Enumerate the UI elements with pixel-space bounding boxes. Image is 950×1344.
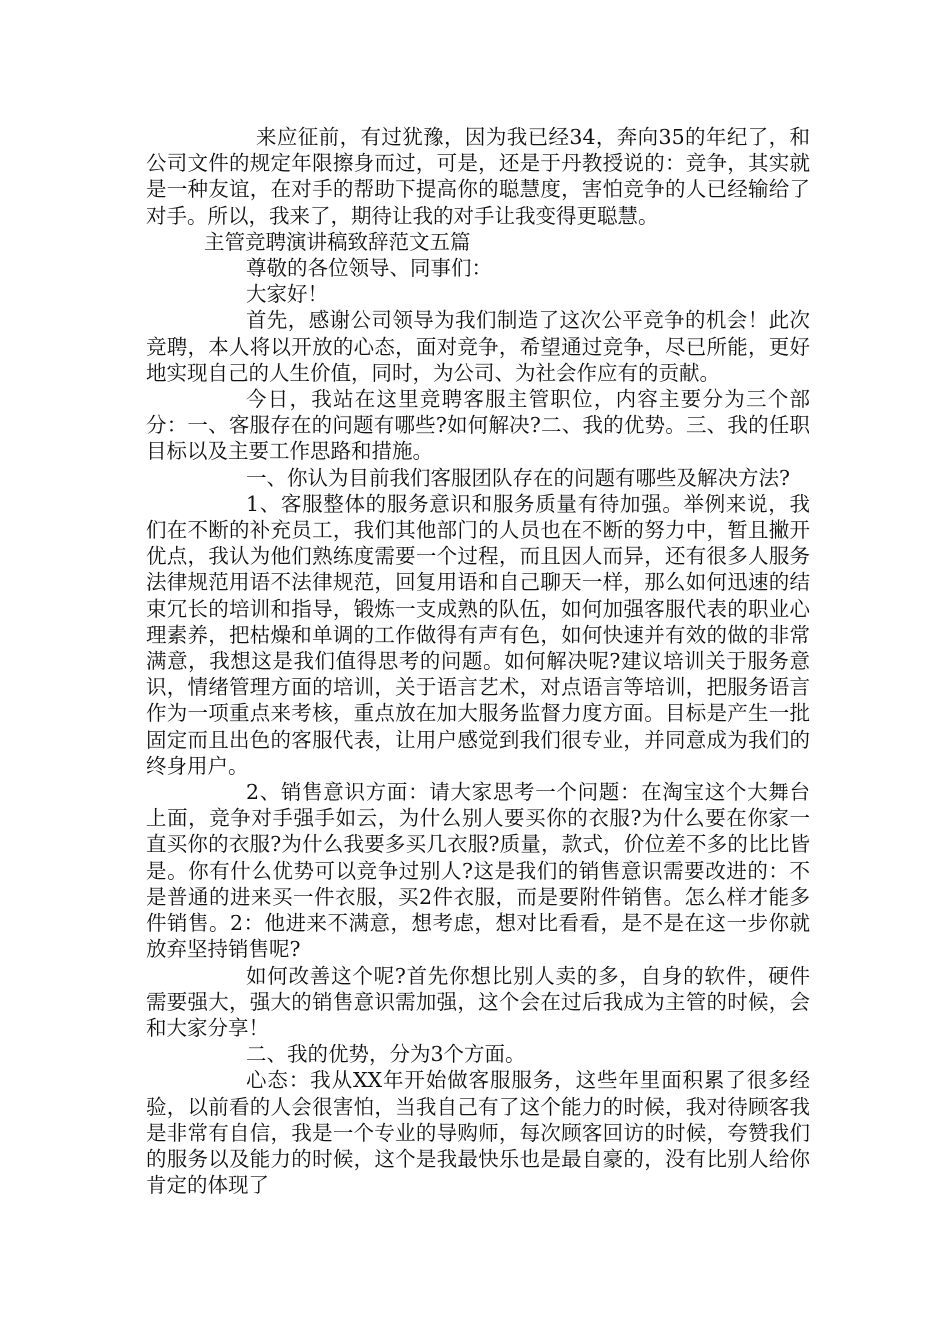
section-heading-strengths: 二、我的优势，分为3个方面。 — [246, 1042, 526, 1067]
document-page — [146, 124, 810, 1198]
paragraph-mindset: 心态：我从XX年开始做客服服务，这些年里面积累了很多经验，以前看的人会很害怕，当我自己有了这个能力的时候，我对待顾客我是非常有自信，我是一个专业的导购师，每次顾客回访的时候，夸赞我们的服务以及能力的时候，这个是我最快乐也是最自豪的，没有比别人给你肯定的体现了 — [146, 1068, 810, 1198]
paragraph-intro: 来应征前，有过犹豫，因为我已经34，奔向35的年纪了，和公司文件的规定年限擦身而过，可是，还是于丹教授说的：竞争，其实就是一种友谊，在对手的帮助下提高你的聪慧度，害怕竞争的人已经输给了对手。所以，我来了，期待让我的对手让我变得更聪慧。 — [146, 125, 810, 228]
paragraph-sales-awareness: 2、销售意识方面：请大家思考一个问题：在淘宝这个大舞台上面，竞争对手强手如云，为什么别人要买你的衣服?为什么要在你家一直买你的衣服?为什么我要多买几衣服?质量，款式，价位差不多的比比皆是。你有什么优势可以竞争过别人?这是我们的销售意识需要改进的：不是普通的进来买一件衣服，买2件衣服，而是要附件销售。怎么样才能多件销售。2：他进来不满意，想考虑，想对比看看，是不是在这一步你就放弃坚持销售呢? — [146, 780, 810, 962]
section-heading-problems: 一、你认为目前我们客服团队存在的问题有哪些及解决方法? — [246, 465, 790, 490]
greeting-line: 尊敬的各位领导、同事们： — [246, 256, 492, 281]
hello-line: 大家好！ — [246, 282, 328, 307]
paragraph-thanks: 首先，感谢公司领导为我们制造了这次公平竞争的机会！此次竞聘，本人将以开放的心态，面对竞争，希望通过竞争，尽已所能，更好地实现自己的人生价值，同时，为公司、为社会作应有的贡献。 — [146, 308, 810, 385]
paragraph-improvement: 如何改善这个呢?首先你想比别人卖的多，自身的软件，硬件需要强大，强大的销售意识需加强，这个会在过后我成为主管的时候，会和大家分享！ — [146, 963, 810, 1040]
paragraph-overview: 今日，我站在这里竞聘客服主管职位，内容主要分为三个部分：一、客服存在的问题有哪些?如何解决?二、我的优势。三、我的任职目标以及主要工作思路和措施。 — [146, 387, 810, 464]
document-title: 主管竞聘演讲稿致辞范文五篇 — [204, 229, 471, 254]
paragraph-service-awareness: 1、客服整体的服务意识和服务质量有待加强。举例来说，我们在不断的补充员工，我们其他部门的人员也在不断的努力中，暂且撇开优点，我认为他们熟练度需要一个过程，而且因人而异，还有很多人服务法律规范用语不法律规范，回复用语和自己聊天一样，那么如何迅速的结束冗长的培训和指导，锻炼一支成熟的队伍，如何加强客服代表的职业心理素养，把枯燥和单调的工作做得有声有色，如何快速并有效的做的非常满意，我想这是我们值得思考的问题。如何解决呢?建议培训关于服务意识，情绪管理方面的培训，关于语言艺术，对点语言等培训，把服务语言作为一项重点来考核，重点放在加大服务监督力度方面。目标是产生一批固定而且出色的客服代表，让用户感觉到我们很专业，并同意成为我们的终身用户。 — [146, 491, 810, 778]
